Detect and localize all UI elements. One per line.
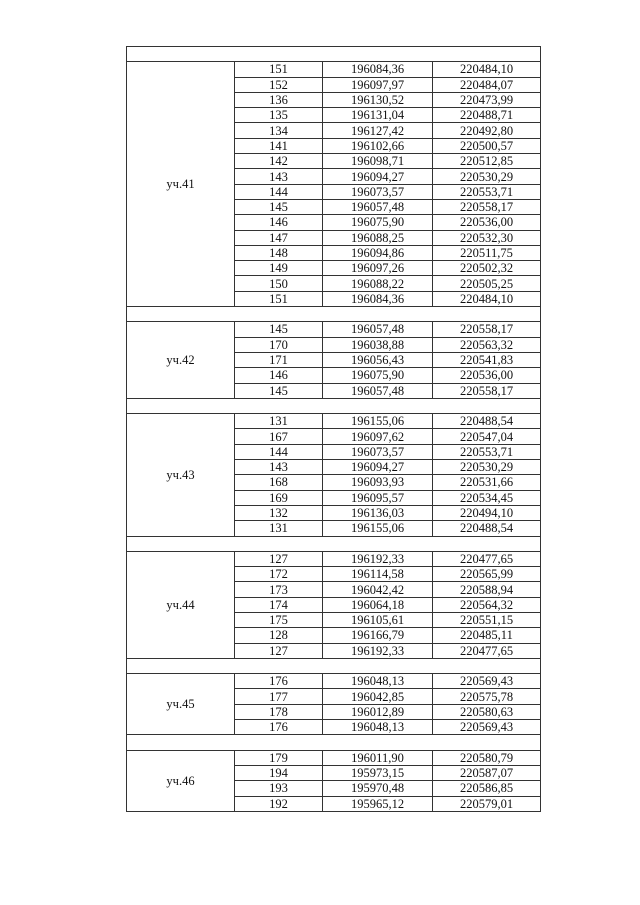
- x-coordinate-cell: 196088,25: [323, 230, 433, 245]
- x-coordinate-cell: 196057,48: [323, 322, 433, 337]
- point-number-cell: 176: [235, 720, 323, 735]
- point-number-cell: 175: [235, 612, 323, 627]
- point-number-cell: 145: [235, 383, 323, 398]
- y-coordinate-cell: 220530,29: [433, 460, 541, 475]
- x-coordinate-cell: 196084,36: [323, 291, 433, 306]
- point-number-cell: 144: [235, 184, 323, 199]
- x-coordinate-cell: 196057,48: [323, 199, 433, 214]
- point-number-cell: 131: [235, 521, 323, 536]
- point-number-cell: 152: [235, 77, 323, 92]
- x-coordinate-cell: 196012,89: [323, 704, 433, 719]
- section-label: уч.45: [127, 674, 235, 735]
- point-number-cell: 147: [235, 230, 323, 245]
- separator-cell: [127, 307, 541, 322]
- point-number-cell: 172: [235, 567, 323, 582]
- y-coordinate-cell: 220541,83: [433, 352, 541, 367]
- y-coordinate-cell: 220564,32: [433, 597, 541, 612]
- x-coordinate-cell: 196093,93: [323, 475, 433, 490]
- x-coordinate-cell: 196097,62: [323, 429, 433, 444]
- x-coordinate-cell: 196098,71: [323, 154, 433, 169]
- point-number-cell: 193: [235, 781, 323, 796]
- y-coordinate-cell: 220485,11: [433, 628, 541, 643]
- y-coordinate-cell: 220530,29: [433, 169, 541, 184]
- y-coordinate-cell: 220563,32: [433, 337, 541, 352]
- point-number-cell: 169: [235, 490, 323, 505]
- point-number-cell: 143: [235, 169, 323, 184]
- point-number-cell: 146: [235, 368, 323, 383]
- x-coordinate-cell: 195973,15: [323, 765, 433, 780]
- point-number-cell: 131: [235, 414, 323, 429]
- point-number-cell: 151: [235, 291, 323, 306]
- point-number-cell: 128: [235, 628, 323, 643]
- point-number-cell: 136: [235, 92, 323, 107]
- x-coordinate-cell: 196073,57: [323, 184, 433, 199]
- separator-row: [127, 398, 541, 413]
- x-coordinate-cell: 196042,85: [323, 689, 433, 704]
- x-coordinate-cell: 196094,86: [323, 245, 433, 260]
- x-coordinate-cell: 196127,42: [323, 123, 433, 138]
- y-coordinate-cell: 220558,17: [433, 383, 541, 398]
- section-label: уч.44: [127, 551, 235, 658]
- y-coordinate-cell: 220553,71: [433, 184, 541, 199]
- y-coordinate-cell: 220569,43: [433, 674, 541, 689]
- y-coordinate-cell: 220558,17: [433, 322, 541, 337]
- point-number-cell: 142: [235, 154, 323, 169]
- x-coordinate-cell: 196094,27: [323, 460, 433, 475]
- point-number-cell: 132: [235, 505, 323, 520]
- x-coordinate-cell: 196097,97: [323, 77, 433, 92]
- y-coordinate-cell: 220536,00: [433, 215, 541, 230]
- separator-row: [127, 536, 541, 551]
- y-coordinate-cell: 220511,75: [433, 245, 541, 260]
- y-coordinate-cell: 220488,54: [433, 521, 541, 536]
- point-number-cell: 194: [235, 765, 323, 780]
- x-coordinate-cell: 196130,52: [323, 92, 433, 107]
- separator-row: [127, 47, 541, 62]
- point-number-cell: 178: [235, 704, 323, 719]
- point-number-cell: 179: [235, 750, 323, 765]
- separator-cell: [127, 536, 541, 551]
- y-coordinate-cell: 220531,66: [433, 475, 541, 490]
- y-coordinate-cell: 220477,65: [433, 551, 541, 566]
- x-coordinate-cell: 195970,48: [323, 781, 433, 796]
- point-number-cell: 177: [235, 689, 323, 704]
- x-coordinate-cell: 196131,04: [323, 108, 433, 123]
- point-number-cell: 151: [235, 62, 323, 77]
- table-row: [127, 414, 541, 429]
- y-coordinate-cell: 220484,10: [433, 62, 541, 77]
- x-coordinate-cell: 196102,66: [323, 138, 433, 153]
- x-coordinate-cell: 196075,90: [323, 215, 433, 230]
- y-coordinate-cell: 220484,10: [433, 291, 541, 306]
- y-coordinate-cell: 220488,54: [433, 414, 541, 429]
- x-coordinate-cell: 196088,22: [323, 276, 433, 291]
- point-number-cell: 127: [235, 551, 323, 566]
- point-number-cell: 171: [235, 352, 323, 367]
- y-coordinate-cell: 220580,79: [433, 750, 541, 765]
- table-row: [127, 322, 541, 337]
- section-label: уч.46: [127, 750, 235, 811]
- point-number-cell: 145: [235, 322, 323, 337]
- point-number-cell: 148: [235, 245, 323, 260]
- table-row: [127, 62, 541, 77]
- x-coordinate-cell: 196192,33: [323, 643, 433, 658]
- y-coordinate-cell: 220532,30: [433, 230, 541, 245]
- point-number-cell: 170: [235, 337, 323, 352]
- y-coordinate-cell: 220551,15: [433, 612, 541, 627]
- y-coordinate-cell: 220484,07: [433, 77, 541, 92]
- separator-row: [127, 658, 541, 673]
- x-coordinate-cell: 195965,12: [323, 796, 433, 811]
- x-coordinate-cell: 196095,57: [323, 490, 433, 505]
- x-coordinate-cell: 196057,48: [323, 383, 433, 398]
- y-coordinate-cell: 220505,25: [433, 276, 541, 291]
- table-row: [127, 551, 541, 566]
- coordinates-table: [126, 46, 541, 812]
- point-number-cell: 143: [235, 460, 323, 475]
- table-row: [127, 674, 541, 689]
- y-coordinate-cell: 220512,85: [433, 154, 541, 169]
- separator-cell: [127, 658, 541, 673]
- y-coordinate-cell: 220579,01: [433, 796, 541, 811]
- y-coordinate-cell: 220569,43: [433, 720, 541, 735]
- y-coordinate-cell: 220492,80: [433, 123, 541, 138]
- y-coordinate-cell: 220587,07: [433, 765, 541, 780]
- x-coordinate-cell: 196155,06: [323, 521, 433, 536]
- y-coordinate-cell: 220547,04: [433, 429, 541, 444]
- point-number-cell: 174: [235, 597, 323, 612]
- x-coordinate-cell: 196192,33: [323, 551, 433, 566]
- x-coordinate-cell: 196105,61: [323, 612, 433, 627]
- separator-cell: [127, 735, 541, 750]
- y-coordinate-cell: 220580,63: [433, 704, 541, 719]
- x-coordinate-cell: 196064,18: [323, 597, 433, 612]
- point-number-cell: 141: [235, 138, 323, 153]
- x-coordinate-cell: 196048,13: [323, 674, 433, 689]
- x-coordinate-cell: 196075,90: [323, 368, 433, 383]
- point-number-cell: 176: [235, 674, 323, 689]
- x-coordinate-cell: 196136,03: [323, 505, 433, 520]
- separator-row: [127, 307, 541, 322]
- y-coordinate-cell: 220586,85: [433, 781, 541, 796]
- y-coordinate-cell: 220502,32: [433, 261, 541, 276]
- point-number-cell: 150: [235, 276, 323, 291]
- point-number-cell: 149: [235, 261, 323, 276]
- y-coordinate-cell: 220565,99: [433, 567, 541, 582]
- x-coordinate-cell: 196084,36: [323, 62, 433, 77]
- x-coordinate-cell: 196073,57: [323, 444, 433, 459]
- point-number-cell: 135: [235, 108, 323, 123]
- table-row: [127, 750, 541, 765]
- point-number-cell: 145: [235, 199, 323, 214]
- y-coordinate-cell: 220473,99: [433, 92, 541, 107]
- y-coordinate-cell: 220558,17: [433, 199, 541, 214]
- point-number-cell: 146: [235, 215, 323, 230]
- x-coordinate-cell: 196097,26: [323, 261, 433, 276]
- x-coordinate-cell: 196038,88: [323, 337, 433, 352]
- point-number-cell: 127: [235, 643, 323, 658]
- separator-cell: [127, 47, 541, 62]
- separator-cell: [127, 398, 541, 413]
- point-number-cell: 144: [235, 444, 323, 459]
- y-coordinate-cell: 220588,94: [433, 582, 541, 597]
- y-coordinate-cell: 220575,78: [433, 689, 541, 704]
- x-coordinate-cell: 196042,42: [323, 582, 433, 597]
- x-coordinate-cell: 196094,27: [323, 169, 433, 184]
- point-number-cell: 167: [235, 429, 323, 444]
- y-coordinate-cell: 220536,00: [433, 368, 541, 383]
- y-coordinate-cell: 220534,45: [433, 490, 541, 505]
- separator-row: [127, 735, 541, 750]
- point-number-cell: 134: [235, 123, 323, 138]
- x-coordinate-cell: 196048,13: [323, 720, 433, 735]
- x-coordinate-cell: 196011,90: [323, 750, 433, 765]
- y-coordinate-cell: 220500,57: [433, 138, 541, 153]
- y-coordinate-cell: 220553,71: [433, 444, 541, 459]
- y-coordinate-cell: 220488,71: [433, 108, 541, 123]
- x-coordinate-cell: 196114,58: [323, 567, 433, 582]
- point-number-cell: 192: [235, 796, 323, 811]
- section-label: уч.42: [127, 322, 235, 398]
- point-number-cell: 173: [235, 582, 323, 597]
- section-label: уч.41: [127, 62, 235, 307]
- x-coordinate-cell: 196166,79: [323, 628, 433, 643]
- y-coordinate-cell: 220477,65: [433, 643, 541, 658]
- x-coordinate-cell: 196155,06: [323, 414, 433, 429]
- point-number-cell: 168: [235, 475, 323, 490]
- section-label: уч.43: [127, 414, 235, 536]
- x-coordinate-cell: 196056,43: [323, 352, 433, 367]
- y-coordinate-cell: 220494,10: [433, 505, 541, 520]
